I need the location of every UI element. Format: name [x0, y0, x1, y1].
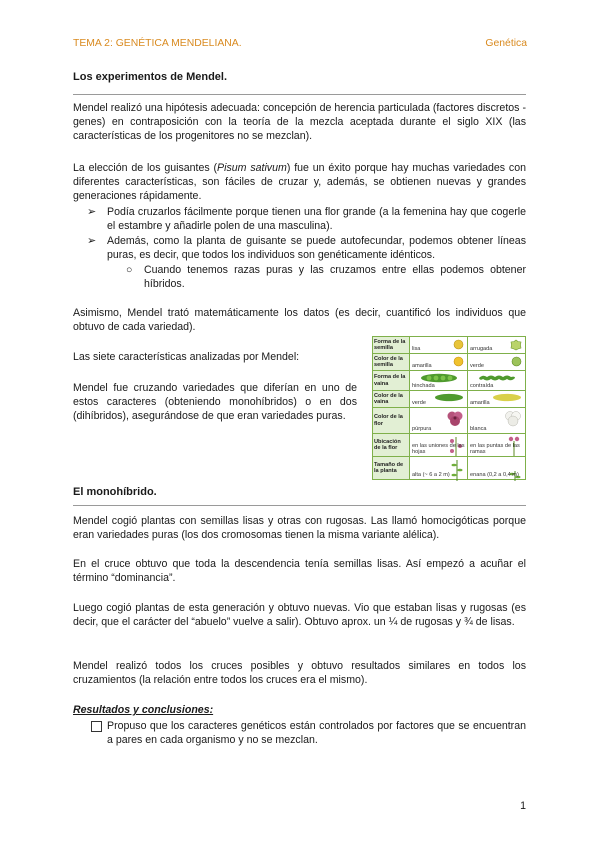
trait-label: Ubicación de la flor	[373, 434, 410, 457]
trait-variant-b	[468, 371, 526, 391]
bullet-item	[87, 205, 526, 233]
trait-variant-b	[468, 434, 526, 457]
variant-text: alta (~ 6 a 2 m)	[412, 471, 450, 478]
variant-text: arrugada	[470, 345, 493, 352]
table-row	[373, 354, 526, 371]
section-title-monohybrid: El monohíbrido.	[73, 486, 157, 498]
wrinkled-seed-icon	[510, 339, 522, 351]
trait-variant-a	[410, 354, 468, 371]
trait-variant-a	[410, 391, 468, 408]
sub-bullet-item	[126, 263, 526, 291]
section-title-experiments: Los experimentos de Mendel.	[73, 71, 228, 83]
trait-variant-b	[468, 354, 526, 371]
purple-flower-icon	[446, 410, 464, 428]
circle-bullet-icon: ○	[126, 264, 133, 276]
trait-label: Color de la flor	[373, 408, 410, 434]
variant-text: blanca	[470, 425, 487, 432]
checklist-item	[91, 719, 526, 747]
trait-label: Tamaño de la planta	[373, 457, 410, 480]
checklist-text: Propuso que los caracteres genéticos están controlados por factores que se encuentran a pares en cada organismo y no se mezclan.	[107, 720, 526, 746]
page-number: 1	[520, 800, 526, 812]
green-seed-icon	[511, 356, 522, 367]
variant-text: verde	[412, 399, 426, 406]
pea-text-before: La elección de los guisantes (	[73, 162, 218, 174]
variant-text: enana (0,2 a 0,4 m)	[470, 471, 519, 478]
tall-plant-icon	[450, 459, 464, 481]
trait-label: Forma de la semilla	[373, 337, 410, 354]
paragraph-seven-traits: Las siete características analizadas por Mendel:	[73, 351, 300, 363]
arrow-bullet-icon: ➢	[87, 235, 97, 247]
paragraph-all-crosses: Mendel realizó todos los cruces posibles y obtuvo resultados similares en todos los cruzamientos (la relación entre todos los cruces era el mismo).	[73, 660, 526, 686]
trait-variant-b	[468, 408, 526, 434]
inflated-pod-icon	[419, 373, 459, 383]
trait-label: Color de la vaina	[373, 391, 410, 408]
table-row	[373, 371, 526, 391]
species-name: Pisum sativum	[217, 162, 287, 174]
trait-variant-a	[410, 337, 468, 354]
constricted-pod-icon	[477, 373, 517, 383]
yellow-seed-icon	[453, 356, 464, 367]
variant-text: amarilla	[412, 362, 432, 369]
trait-label: Color de la semilla	[373, 354, 410, 371]
paragraph-homozygous: Mendel cogió plantas con semillas lisas y otras con rugosas. Las llamó homocigóticas porque eran variedades puras (los dos cromosomas tienen la misma variante alélica).	[73, 515, 526, 541]
table-row	[373, 408, 526, 434]
bullet-text: Podía cruzarlos fácilmente porque tienen una flor grande (a la femenina hay que cogerle el estambre y añadirle polen de una masculina).	[107, 206, 526, 232]
trait-variant-a	[410, 457, 468, 480]
checkbox-icon	[91, 721, 102, 732]
round-seed-icon	[453, 339, 464, 350]
results-heading: Resultados y conclusiones:	[73, 704, 214, 716]
variant-text: amarilla	[470, 399, 490, 406]
variant-text: hinchada	[412, 382, 435, 389]
bullet-item	[87, 234, 526, 262]
trait-variant-a	[410, 434, 468, 457]
variant-text: púrpura	[412, 425, 432, 432]
variant-text: lisa	[412, 345, 421, 352]
arrow-bullet-icon: ➢	[87, 206, 97, 218]
mendel-traits-figure	[372, 336, 526, 479]
trait-label: Forma de la vaina	[373, 371, 410, 391]
paragraph-dominance: En el cruce obtuvo que toda la descendencia tenía semillas lisas. Así empezó a acuñar el término “dominancia”.	[73, 558, 526, 584]
paragraph-hypothesis: Mendel realizó una hipótesis adecuada: concepción de herencia particulada (factores discretos - genes) en contraposición con la teoría de la mezcla aceptada durante el siglo XIX (las características de los progenitores no se mezclan).	[73, 102, 526, 142]
pea-text-after: ) fue un éxito porque hay muchas variedades con diferentes características, son fáciles de cruzar y, además, se obtienen nuevas y grandes generaciones rápidamente.	[73, 162, 527, 202]
paragraph-pea-choice	[73, 161, 526, 203]
section-divider	[73, 94, 526, 95]
variant-text: en las uniones de las hojas	[412, 442, 465, 455]
yellow-pod-icon	[492, 393, 522, 402]
header-topic: TEMA 2: GENÉTICA MENDELIANA.	[73, 38, 242, 49]
trait-variant-b	[468, 337, 526, 354]
paragraph-mathematics: Asimismo, Mendel trató matemáticamente los datos (es decir, cuantificó los individuos que obtuvo de cada variedad).	[73, 307, 526, 333]
table-row	[373, 434, 526, 457]
variant-text: verde	[470, 362, 484, 369]
sub-bullet-text: Cuando tenemos razas puras y las cruzamos entre ellas podemos obtener híbridos.	[144, 264, 526, 290]
trait-variant-b	[468, 391, 526, 408]
bullet-text: Además, como la planta de guisante se puede autofecundar, podemos obtener líneas puras, es decir, que todos los individuos son genéticamente idénticos.	[107, 235, 526, 261]
variant-text: en las puntas de las ramas	[470, 442, 520, 455]
trait-variant-a	[410, 371, 468, 391]
table-row	[373, 457, 526, 480]
trait-variant-b	[468, 457, 526, 480]
table-row	[373, 337, 526, 354]
table-row	[373, 391, 526, 408]
white-flower-icon	[504, 410, 522, 428]
variant-text: contraída	[470, 382, 494, 389]
paragraph-crossing: Mendel fue cruzando variedades que diferían en uno de estos caracteres (obteniendo monohíbridos) o en dos (dihíbridos), asegurándose de que eran variedades puras.	[73, 382, 357, 422]
paragraph-second-generation: Luego cogió plantas de esta generación y obtuvo nuevas. Vio que estaban lisas y rugosas (es decir, que el carácter del “abuelo” vuelve a salir). Obtuvo aprox. un ¼ de rugosas y ¾ de lisas.	[73, 602, 526, 628]
trait-variant-a	[410, 408, 468, 434]
header-subject: Genética	[485, 38, 527, 49]
traits-table	[372, 336, 526, 480]
green-pod-icon	[434, 393, 464, 402]
section-divider	[73, 505, 526, 506]
